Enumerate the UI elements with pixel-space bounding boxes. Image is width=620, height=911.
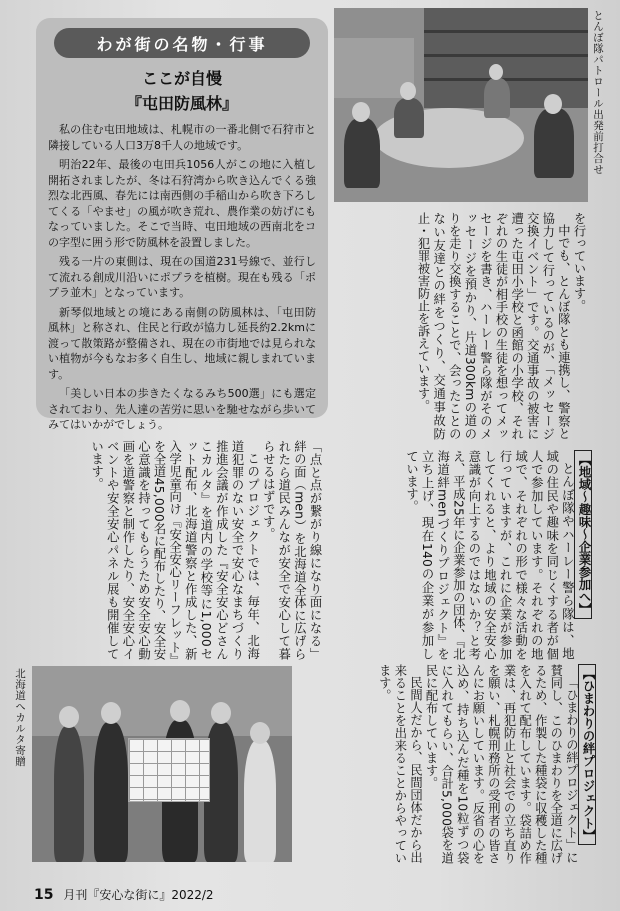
karuta-donation-photo: [32, 666, 292, 862]
article-column: [362, 450, 592, 660]
article-paragraph: とんぼ隊やハーレー警ら隊は、地域の住民や趣味を同じくする者が個人で参加しています。それぞれの地域で、それぞれの形で様々な活動を行っていますが、これに企業が参加してくれると、より地域の安全安心意識が向上するのではないか？と考え、平成25年に企業参加の団体、『北海道絆menづくりプロジェクト』を立ち上げ、現在140の企業が参加しています。: [404, 450, 575, 660]
karuta-poster: [128, 738, 210, 802]
article-paragraph: を行っています。: [572, 212, 586, 312]
article-paragraph: このプロジェクトでは、毎年、北海道犯罪のない安全で安心なまちづくり推進会議が作成した『安全安心どさんこカルタ』を道内の学校等に1,000セット配布、北海道警察と作成した、新入学児童向け『安全安心リーフレット』を全道45,000名に配布したり、安全安心意識を持ってもらうため安全安心動画を道警察と制作したり、安全安心イベントや安全安心パネル展も開催しています。: [89, 440, 260, 660]
photo1-caption: とんぼ隊パトロール出発前打合せ: [592, 10, 604, 175]
feature-title: 『屯田防風林』: [125, 94, 238, 113]
section-heading: 【地域～趣味～企業参加へ】: [574, 450, 592, 619]
article-column: [298, 664, 596, 864]
article-paragraph: 中でも、とんぼ隊とも連携し、警察と協力して行っているのが、「メッセージ交換イベント」です。交通事故の被害に遭った屯田小学校と函館の小学校、それぞれの生徒が相手校の生徒を想ってメッセージを書き、ハーレー警ら隊がそのメッセージを預かり、片道300kmの道のりを走り交換することで、会ったことのない友達との絆をつくり、交通事故防止・犯罪被害防止を訴えています。: [416, 212, 571, 440]
article-paragraph: 「点と点が繋がり線になり面になる」絆の面（men）を北海道全体に広げられたら道民みんなが安全で安心して暮らせるはずです。: [261, 440, 322, 660]
article-column: [342, 212, 586, 440]
page-footer: [34, 886, 214, 903]
section-heading: 【ひまわりの絆プロジェクト】: [578, 664, 596, 845]
feature-paragraph: 「美しい日本の歩きたくなるみち500選」にも選定されており、先人達の苦労に思いを馳せながら歩いてみてはいかがでしょう。: [48, 387, 316, 431]
feature-paragraph: 残る一片の東側は、現在の国道231号線で、並行して流れる創成川沿いにポプラを植樹。現在も残る「ポプラ並木」となっています。: [48, 255, 316, 299]
patrol-meeting-photo: [334, 8, 588, 202]
feature-banner: わが街の名物・行事: [54, 28, 310, 58]
feature-subtitle: ここが自慢: [141, 69, 222, 88]
feature-paragraph: 私の住む屯田地域は、札幌市の一番北側で石狩市と隣接している人口3万8千人の地域です。: [48, 123, 316, 152]
page-number: 15: [34, 887, 54, 903]
feature-box: [36, 18, 328, 431]
feature-paragraph: 新琴似地域との境にある南側の防風林は、「屯田防風林」と称され、住民と行政が協力し延長約2.2kmに渡って散策路が整備され、現在の市街地では見られない植物が今もなお多く自生し、地域に親しまれています。: [48, 305, 316, 381]
feature-paragraph: 明治22年、最後の屯田兵1056人がこの地に入植し開拓されましたが、冬は石狩湾から吹き込んでくる強烈な北西風、春先には南西側の手稲山から吹き下ろしてくる「やませ」の風が吹き荒れ、農作業の妨げにもなっていました。そこで当時、屯田地域の西南北をコの字型に囲う形で防風林を設置しました。: [48, 158, 316, 249]
article-paragraph: 「ひまわりの絆プロジェクト」に賛同し、このひまわりを全道に広げるため、作製した種袋に収穫した種を入れて配布しています。袋詰め作業は、再犯防止と社会での立ち直りを願い、札幌刑務所の受刑者の皆さんにお願いしています。反省の心を込め、持ち込んだ種を10粒ずつ袋に入れてもらい、合計5,000袋を道民に配布しています。: [424, 664, 579, 864]
photo2-caption: 北海道へカルタ寄贈: [14, 668, 26, 767]
article-column: [38, 440, 322, 660]
publication-name: 月刊『安心な街に』2022/2: [63, 888, 214, 902]
article-paragraph: 民間人だから、民間団体だから出来ることを出来ることからやっています。: [377, 664, 423, 864]
feature-text: [48, 122, 316, 433]
